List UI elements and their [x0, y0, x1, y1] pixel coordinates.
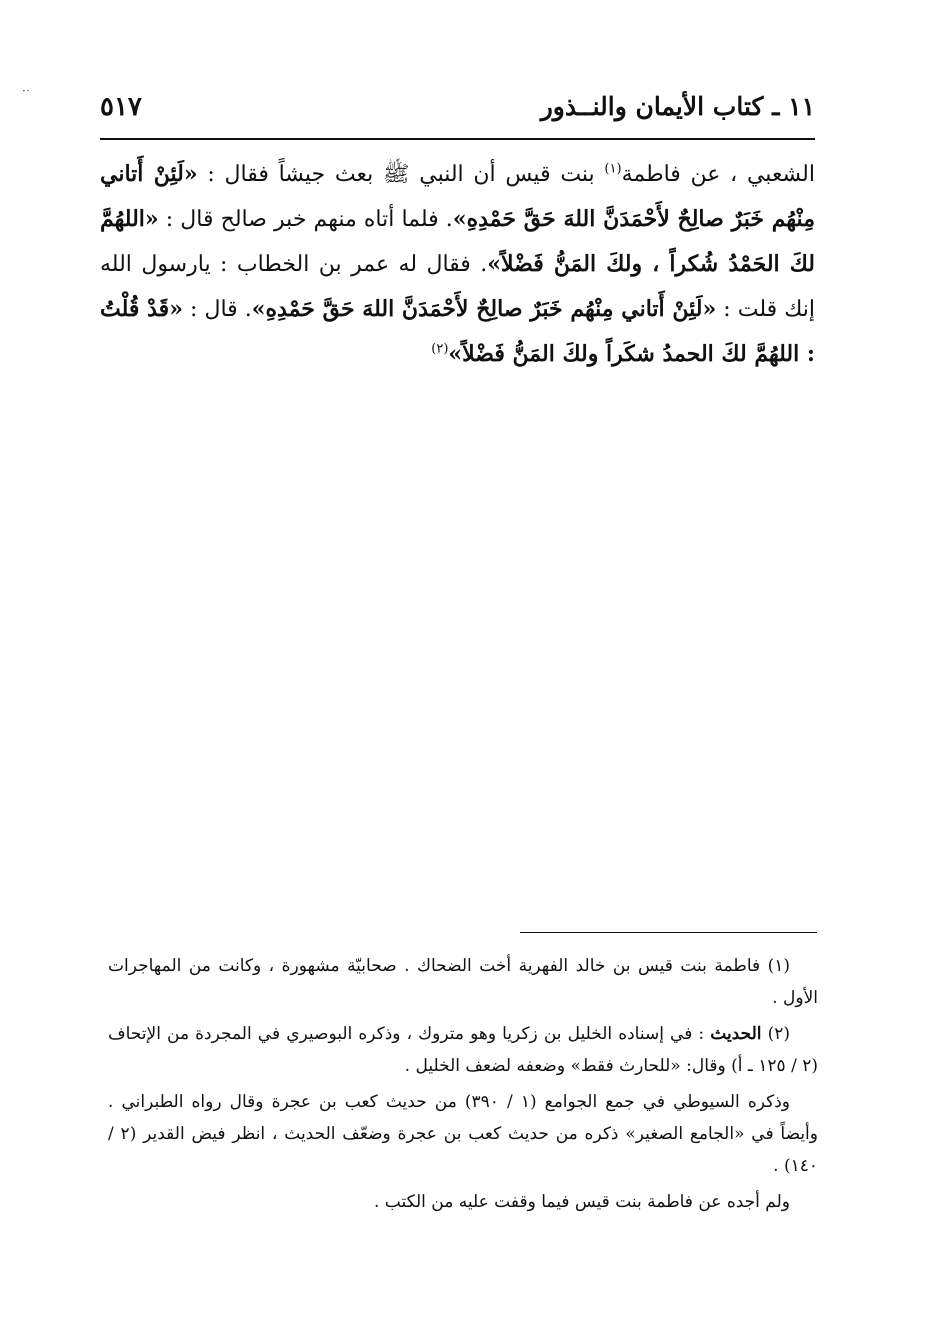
footnote-ref-1: (١) — [604, 161, 622, 177]
footnote-ref-2: (٢) — [431, 341, 449, 357]
narration-text-4: . قال : — [182, 297, 252, 322]
footnote-2-text: : في إسناده الخليل بن زكريا وهو متروك ، وذكره البوصيري في المجردة من الإتحاف (٢ / ١٢٥ ـ أ) وقال: «للحارث فقط» وضعفه لضعف الخليل . — [108, 1024, 818, 1076]
footnote-2-continued: وذكره السيوطي في جمع الجوامع (١ / ٣٩٠) من حديث كعب بن عجرة وقال رواه الطبراني . وأيضاً في «الجامع الصغير» ذكره من حديث كعب بن عجرة وضعّف الحديث ، انظر فيض القدير (٢ / ١٤٠) . — [108, 1092, 818, 1176]
narration-text-3: . فقال له عمر بن الخطاب : يارسول الله إنك قلت : — [100, 252, 815, 322]
footnote-divider — [520, 932, 817, 933]
main-text — [100, 152, 815, 377]
narration-text-2: . فلما أتاه منهم خبر صالح قال : — [158, 207, 453, 232]
footnote-2-number: (٢) — [761, 1024, 790, 1044]
page-number: ٥١٧ — [100, 92, 142, 122]
narrator-text: الشعبي ، عن فاطمة — [621, 162, 815, 187]
scan-speck: ·ˑ — [22, 84, 30, 98]
prophet-quote-1: «لَئِنْ أَتاني مِنْهُم خَبَرٌ صالِحٌ لأَحْمَدَنَّ اللهَ حَقَّ حَمْدِهِ» — [100, 161, 815, 232]
running-header — [100, 88, 815, 128]
hadith-paragraph — [100, 152, 815, 377]
chapter-title: ١١ ـ كتاب الأيمان والنــذور — [540, 92, 815, 121]
prophet-quote-4: «قَدْ قُلْتُ : اللهُمَّ لكَ الحمدُ شكَراً ولكَ المَنُّ فَضْلاً» — [100, 296, 815, 367]
prophet-quote-2: «اللهُمَّ لكَ الحَمْدُ شُكراً ، ولكَ المَنُّ فَضْلاً» — [100, 206, 815, 277]
footnotes — [108, 950, 818, 1222]
footnote-2 — [108, 1018, 818, 1082]
footnote-2-label: الحديث — [710, 1024, 762, 1044]
header-divider — [100, 138, 815, 140]
narration-text: بنت قيس أن النبي ﷺ بعث جيشاً فقال : — [197, 162, 605, 187]
footnote-1: (١) فاطمة بنت قيس بن خالد الفهرية أخت الضحاك . صحابيّة مشهورة ، وكانت من المهاجرات الأول . — [108, 956, 818, 1008]
prophet-quote-3: «لَئِنْ أَتاني مِنْهُم خَبَرٌ صالِحٌ لأَحْمَدَنَّ اللهَ حَقَّ حَمْدِهِ» — [251, 296, 717, 322]
footnote-2-note: ولم أجده عن فاطمة بنت قيس فيما وقفت عليه من الكتب . — [373, 1192, 790, 1212]
